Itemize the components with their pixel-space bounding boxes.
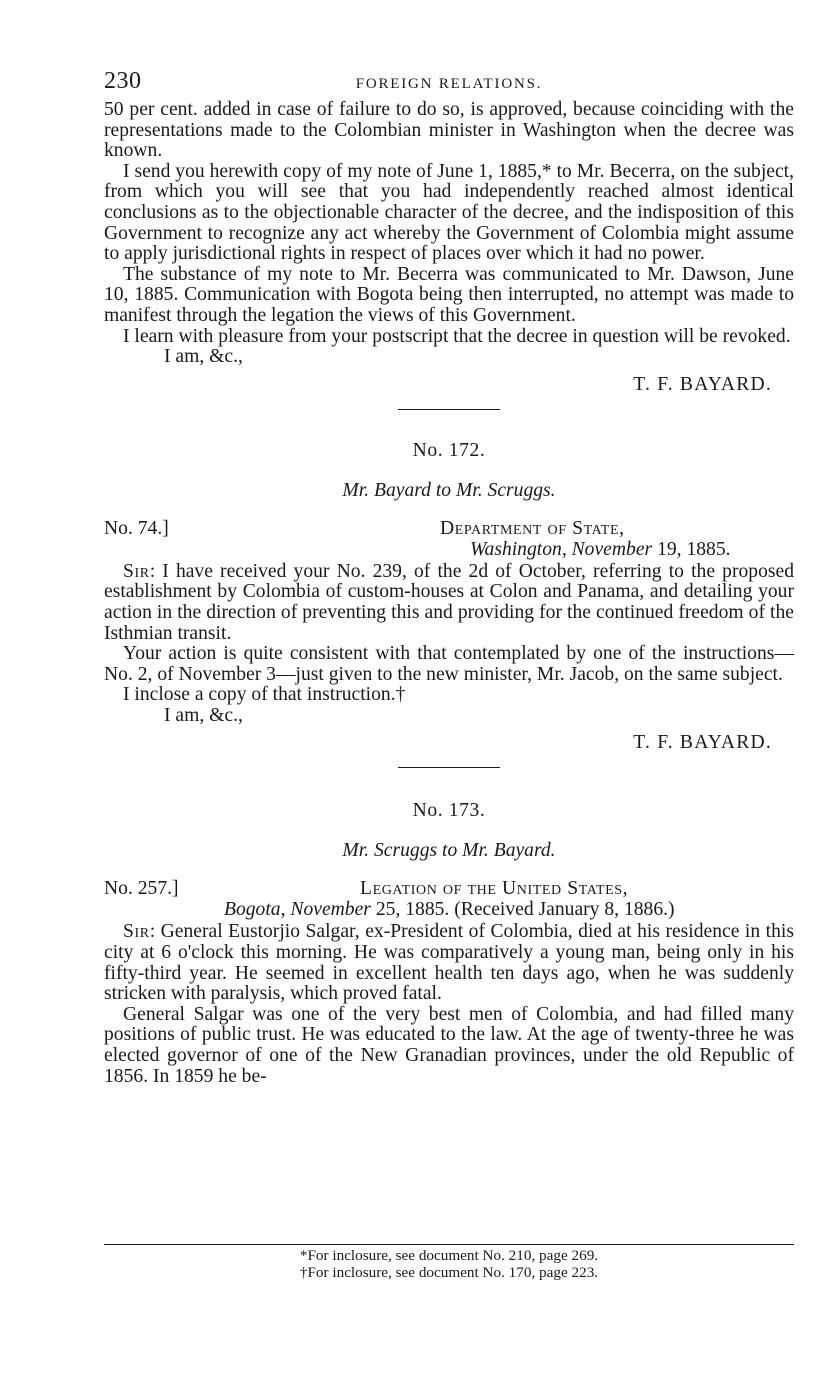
place-date — [104, 540, 794, 560]
paragraph: I learn with pleasure from your postscript that the decree in question will be revoked. — [123, 325, 791, 347]
paragraph-text: : General Eustorjio Salgar, ex-President of Colombia, died at his residence in this city at 6 o'clock this morning. He was comparatively a young man, being only in his fifty-third year. He seemed in excellent health ten days ago, when he was suddenly stricken with paralysis, which proved fatal. — [104, 921, 794, 1005]
paragraph-text: : I have received your No. 239, of the 2d of October, referring to the proposed establishment by Colombia of custom-houses at Colon and Panama, and detailing your action in the direction of preventing this and providing for the continued freedom of the Isthmian transit. — [104, 560, 794, 644]
signature: T. F. BAYARD. — [633, 732, 772, 754]
section-divider — [398, 767, 500, 768]
closing: I am, &c., — [164, 704, 243, 726]
paragraph — [104, 562, 794, 644]
paragraph: General Salgar was one of the very best men of Colombia, and had filled many positions of public trust. He was educated to the law. At the age of twenty-three he was elected governor of one of the New Granadian provinces, under the old Republic of 1856. In 1859 he be- — [104, 1003, 794, 1087]
document-page — [104, 68, 794, 1087]
footnote: *For inclosure, see document No. 210, page 269. — [299, 1247, 599, 1264]
place: Washington, November — [470, 538, 653, 560]
paragraph: I inclose a copy of that instruction.† — [123, 684, 406, 706]
footnote: †For inclosure, see document No. 170, page 223. — [299, 1263, 599, 1281]
place-date — [104, 900, 794, 920]
document-title: Mr. Bayard to Mr. Scruggs. — [342, 479, 556, 501]
footnote-divider — [104, 1244, 794, 1245]
footnotes — [104, 1248, 794, 1281]
document-number: No. 173. — [412, 800, 486, 822]
document-title: Mr. Scruggs to Mr. Bayard. — [342, 840, 556, 862]
place: Bogota, November — [224, 899, 371, 921]
reference-number: No. 74.] — [104, 517, 169, 539]
paragraph: Your action is quite consistent with that contemplated by one of the instructions—No. 2, of November 3—just given to the new minister, Mr. Jacob, on the same subject. — [104, 643, 794, 685]
page-number: 230 — [104, 68, 142, 94]
date: 19, 1885. — [657, 538, 731, 560]
sender-office: Department of State, — [440, 517, 625, 539]
salutation: Sir — [123, 560, 150, 582]
paragraph: 50 per cent. added in case of failure to do so, is approved, because coinciding with the representations made to the Colombian minister in Washington when the decree was known. — [104, 99, 794, 162]
dateline — [104, 518, 794, 540]
document-number: No. 172. — [412, 439, 486, 461]
section-divider — [398, 409, 500, 410]
salutation: Sir — [123, 921, 150, 943]
paragraph: The substance of my note to Mr. Becerra was communicated to Mr. Dawson, June 10, 1885. Communication with Bogota being then interrupted, no attempt was made to manifest through the legation the views of this Government. — [104, 263, 794, 326]
date: 25, 1885. (Received January 8, 1886.) — [375, 899, 675, 921]
signature: T. F. BAYARD. — [633, 373, 772, 395]
running-head: FOREIGN RELATIONS. — [355, 76, 543, 92]
sender-office: Legation of the United States, — [360, 878, 629, 900]
reference-number: No. 257.] — [104, 878, 179, 900]
dateline — [104, 878, 794, 900]
closing: I am, &c., — [164, 346, 243, 368]
page-header — [104, 68, 794, 100]
paragraph: I send you herewith copy of my note of June 1, 1885,* to Mr. Becerra, on the subject, from which you will see that you had independently reached almost identical conclusions as to the objectionable character of the decree, and the indisposition of this Government to recognize any act whereby the Government of Colombia might assume to apply jurisdictional rights in respect of places over which it had no power. — [104, 160, 794, 265]
paragraph — [104, 922, 794, 1004]
